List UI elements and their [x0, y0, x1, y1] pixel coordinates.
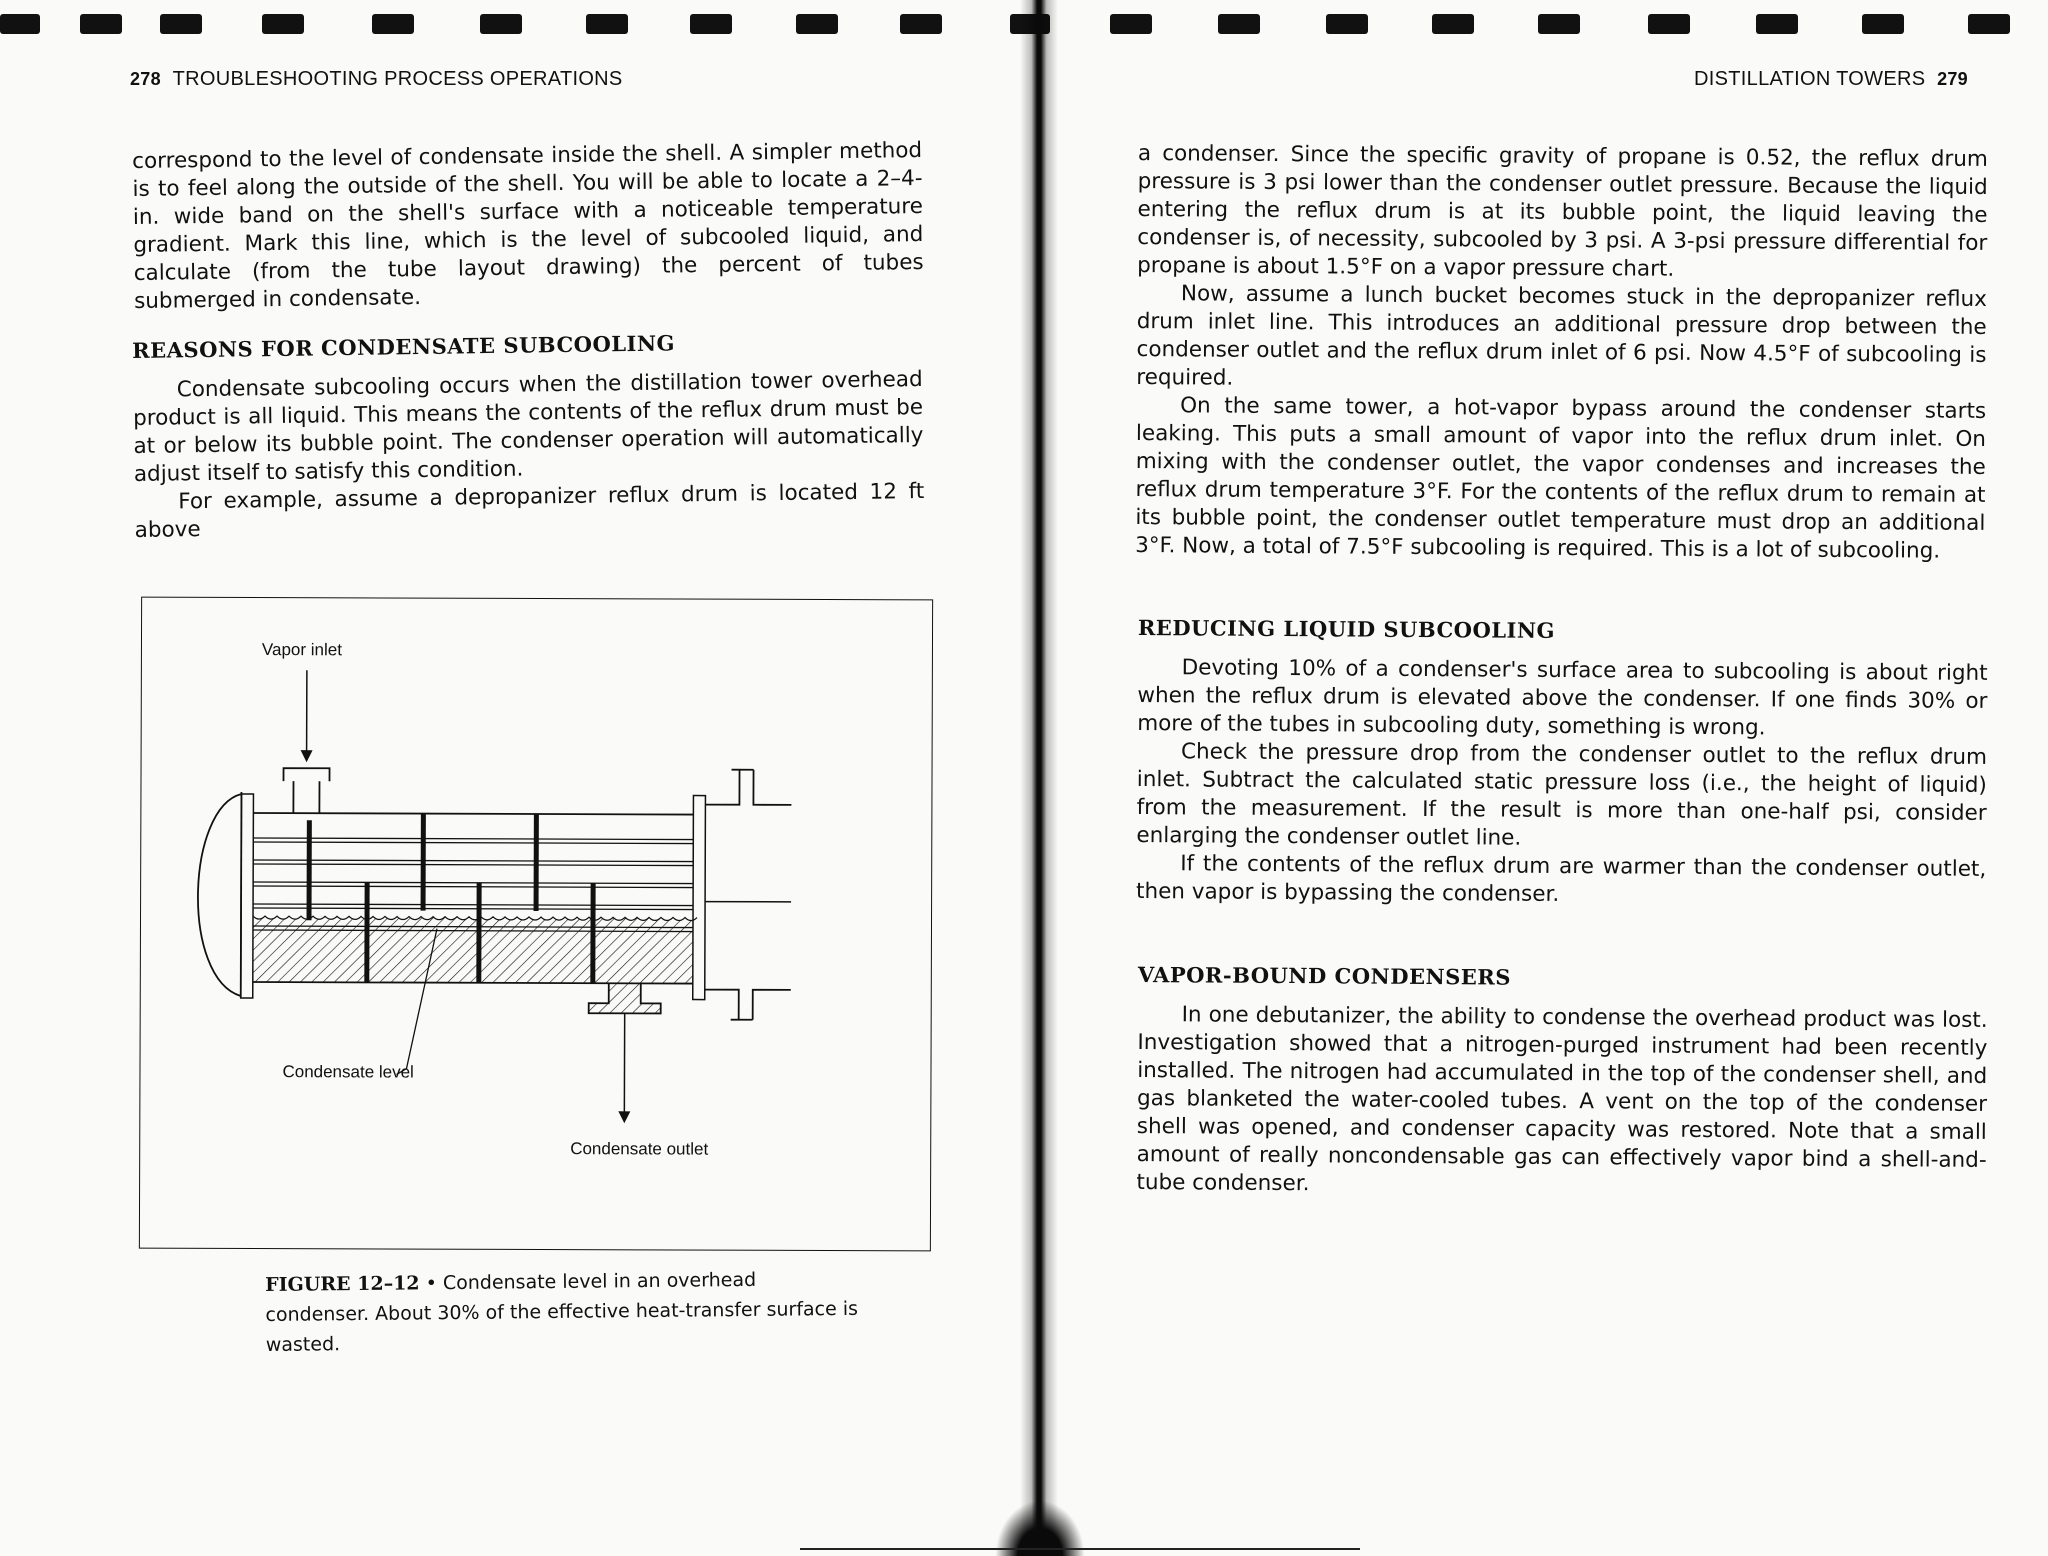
right-paragraph-2: Now, assume a lunch bucket becomes stuck in the depropanizer reflux drum inlet line. This introduces an additional pressure drop between the condenser outlet and the reflux drum inlet of 6 psi. Now 4.5°F of subcooling is required. [1136, 281, 1987, 391]
reducing-paragraph-1: Devoting 10% of a condenser's surface area to subcooling is about right when the reflux drum is elevated above the condenser. If one finds 30% or more of the tubes in subcooling duty, something is wrong. [1137, 655, 1988, 741]
left-continued-paragraph-block [132, 137, 924, 316]
vapor-bound-section [1136, 962, 1988, 1203]
right-running-title: DISTILLATION TOWERS [1694, 68, 1926, 90]
left-running-title: TROUBLESHOOTING PROCESS OPERATIONS [172, 68, 623, 90]
channel-head [198, 794, 242, 996]
right-intro-block [1135, 140, 1988, 566]
outlet-nozzle [589, 983, 661, 1013]
right-paragraph-1: a condenser. Since the specific gravity of propane is 0.52, the reflux drum pressure is 3 psi lower than the condenser outlet pressure. Because the liquid entering the reflux drum is at its bubble point, the liquid leaving the condenser is, of necessity, subcooled by 3 psi. A 3-psi pressure differential for propane is about 1.5°F on a vapor pressure chart. [1137, 140, 1988, 282]
continued-paragraph: correspond to the level of condensate inside the shell. A simpler method is to feel along the outside of the shell. You will be able to locate a 2–4-in. wide band on the shell's surface with a noticeable temperature gradient. Mark this line, which is the level of subcooled liquid, and calculate (from the tube layout drawing) the percent of tubes submerged in condensate. [132, 137, 924, 314]
vapor-bound-paragraph: In one debutanizer, the ability to condense the overhead product was lost. Investigation showed that a nitrogen-purged instrument had been recently installed. The nitrogen had accumulated in the top of the condenser shell, and gas blanketed the water-cooled tubes. A vent on the top of the condenser shell was opened, and condenser capacity was restored. Note that a small amount of really noncondensable gas can effectively vapor bind a shell-and-tube condenser. [1136, 1002, 1988, 1197]
section-heading-reasons: REASONS FOR CONDENSATE SUBCOOLING [132, 330, 676, 363]
section-heading-reducing: REDUCING LIQUID SUBCOOLING [1137, 615, 1556, 643]
reasons-section [132, 327, 925, 545]
reducing-paragraph-2: Check the pressure drop from the condenser outlet to the reflux drum inlet. Subtract the calculated static pressure loss (i.e., the height of liquid) from the measurement. If the result is more than one-half psi, consider enlarging the condenser outlet line. [1136, 739, 1988, 851]
right-running-head [1694, 68, 1968, 91]
reducing-section [1136, 615, 1988, 912]
right-page-number: 279 [1937, 69, 1968, 89]
right-page [1070, 0, 2048, 1556]
reasons-paragraph-1: Condensate subcooling occurs when the distillation tower overhead product is all liquid. This means the contents of the reflux drum must be at or below its bubble point. The condenser operation will automatically adjust itself to satisfy this condition. [132, 366, 924, 487]
figure-caption [265, 1264, 866, 1360]
left-running-head [130, 68, 623, 91]
book-gutter-shadow [1020, 0, 1058, 1556]
figure-12-12 [139, 597, 933, 1252]
right-paragraph-3: On the same tower, a hot-vapor bypass around the condenser starts leaking. This puts a small amount of vapor into the reflux drum inlet. On mixing with the condenser outlet, the vapor condenses and increases the reflux drum temperature 3°F. For the contents of the reflux drum to remain at its bubble point, the condenser outlet temperature must drop an additional 3°F. Now, a total of 7.5°F subcooling is required. This is a lot of subcooling. [1135, 393, 1987, 564]
label-condensate-level: Condensate level [282, 1062, 414, 1082]
left-page [0, 0, 1010, 1556]
reasons-paragraph-2: For example, assume a depropanizer reflux drum is located 12 ft above [134, 478, 925, 543]
condenser-diagram [140, 598, 932, 1251]
figure-caption-id: FIGURE 12–12 [265, 1272, 420, 1296]
label-condensate-outlet: Condensate outlet [570, 1139, 709, 1159]
left-page-number: 278 [130, 69, 161, 89]
figure-caption-text: • Condensate level in an overhead condenser. About 30% of the effective heat-transfer surface is wasted. [265, 1268, 859, 1356]
inlet-nozzle [283, 768, 329, 813]
reducing-paragraph-3: If the contents of the reflux drum are warmer than the condenser outlet, then vapor is bypassing the condenser. [1135, 851, 1987, 907]
section-heading-vapor-bound: VAPOR-BOUND CONDENSERS [1137, 962, 1512, 990]
label-vapor-inlet: Vapor inlet [261, 640, 343, 660]
